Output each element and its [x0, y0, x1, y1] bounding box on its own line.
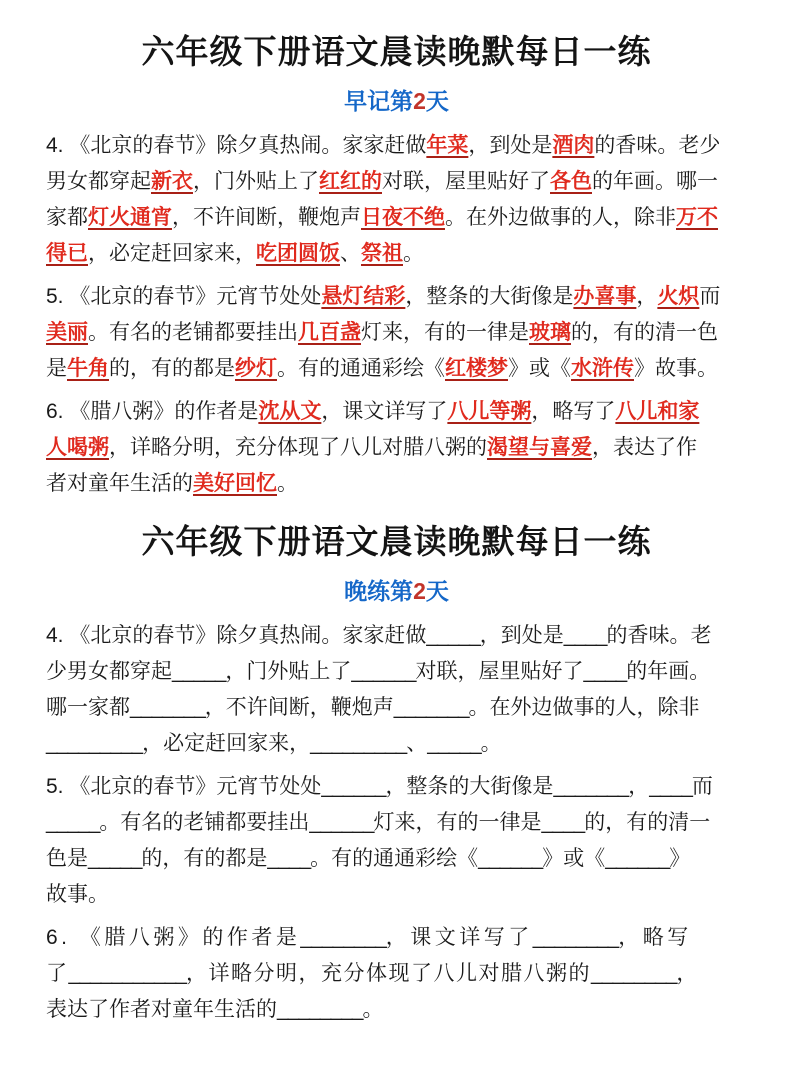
body-text: 、	[340, 242, 361, 265]
blank-line: ______	[321, 775, 386, 798]
blank-line: ______	[351, 660, 416, 683]
body-text: 4. 《北京的春节》除夕真热闹。家家赶做	[46, 134, 427, 157]
text-line	[46, 920, 747, 956]
section-subtitle	[46, 573, 747, 606]
answer-text: 牛角	[67, 357, 109, 380]
body-text: 的香味。老少	[594, 134, 721, 157]
body-text: 男女都穿起	[46, 170, 151, 193]
text-line	[46, 654, 747, 690]
text-line	[46, 618, 747, 654]
answer-text: 悬灯结彩	[321, 285, 406, 308]
body-text: 5. 《北京的春节》元宵节处处	[46, 285, 322, 308]
answer-text: 纱灯	[235, 357, 277, 380]
blank-line: ____	[649, 775, 692, 798]
body-text: 。	[277, 472, 298, 495]
body-text: 哪一家都	[46, 696, 130, 719]
section-morning-review	[46, 26, 747, 502]
answer-text: 各色	[550, 170, 592, 193]
body-text: ，不许间断，鞭炮声	[172, 206, 361, 229]
body-text: 。	[362, 998, 384, 1021]
text-line	[46, 315, 747, 351]
answer-text: 八儿等粥	[447, 400, 532, 423]
blank-line: ______	[309, 811, 374, 834]
blank-line: ________	[277, 998, 363, 1021]
body-text: 4. 《北京的春节》除夕真热闹。家家赶做	[46, 624, 427, 647]
blank-line: _____	[46, 811, 100, 834]
answer-text: 万不	[676, 206, 718, 229]
page-title: 六年级下册语文晨读晚默每日一练	[141, 523, 652, 560]
text-line	[46, 956, 747, 992]
answer-text: 红楼梦	[445, 357, 508, 380]
page-title: 六年级下册语文晨读晚默每日一练	[141, 33, 652, 70]
text-line	[46, 992, 747, 1028]
body-text: ，略写	[618, 926, 692, 949]
body-text: 的年画。哪一	[592, 170, 718, 193]
body-text: 的年画。	[626, 660, 711, 683]
answer-text: 渴望与喜爱	[487, 436, 592, 459]
blank-line: _____	[88, 847, 142, 870]
text-line	[46, 279, 747, 315]
body-text: ，详略分明，充分体现了八儿对腊八粥的	[109, 436, 487, 459]
body-text: ，必定赶回家来，	[88, 242, 256, 265]
body-text: 了	[46, 962, 69, 985]
body-text: ，课文详写了	[321, 400, 448, 423]
text-line	[46, 466, 747, 502]
answer-text: 玻璃	[529, 321, 571, 344]
body-text: 故事。	[46, 883, 109, 906]
day-number: 2	[413, 88, 426, 114]
body-text: 灯来，有的一律是	[361, 321, 529, 344]
body-text: ，课文详写了	[385, 926, 533, 949]
blank-line: _______	[393, 696, 469, 719]
answer-text: 新衣	[151, 170, 193, 193]
body-text: ，略写了	[531, 400, 616, 423]
body-text: 是	[46, 357, 67, 380]
blank-line: ____	[563, 624, 607, 647]
text-line	[46, 236, 747, 272]
paragraph	[46, 279, 747, 387]
blank-line: _______	[130, 696, 205, 719]
body-text: ，门外贴上了	[225, 660, 352, 683]
blank-line: ____	[267, 847, 311, 870]
text-line	[46, 430, 747, 466]
body-text: ，整条的大街像是	[385, 775, 554, 798]
body-text: ，	[636, 285, 658, 308]
body-text: ，到处是	[479, 624, 564, 647]
body-text: 的香味。老	[606, 624, 712, 647]
answer-text: 沈从文	[258, 400, 322, 423]
body-text: 表达了作者对童年生活的	[46, 998, 277, 1021]
text-line	[46, 877, 747, 913]
body-text: 对联，屋里贴好了	[382, 170, 550, 193]
body-text: 的，有的都是	[109, 357, 235, 380]
body-text: 少男女都穿起	[46, 660, 172, 683]
answer-text: 几百盏	[298, 321, 361, 344]
body-text: 者对童年生活的	[46, 472, 193, 495]
body-text: ，不许间断，鞭炮声	[204, 696, 394, 719]
section-body	[46, 128, 747, 502]
body-text: ，必定赶回家来，	[142, 732, 311, 755]
body-text: 。在外边做事的人，除非	[468, 696, 700, 719]
body-text: ，整条的大街像是	[405, 285, 574, 308]
subtitle-text: 天	[425, 578, 449, 604]
body-text: 。在外边做事的人，除非	[445, 206, 676, 229]
body-text: 》或《	[542, 847, 606, 870]
answer-text: 得已	[46, 242, 88, 265]
blank-line: ________	[590, 962, 677, 985]
answer-text: 年菜	[426, 134, 469, 157]
blank-line: _____	[427, 732, 481, 755]
blank-line: _____	[172, 660, 226, 683]
paragraph	[46, 618, 747, 762]
text-line	[46, 769, 747, 805]
blank-line: ______	[605, 847, 670, 870]
section-body	[46, 618, 747, 1028]
body-text: ，到处是	[468, 134, 553, 157]
body-text: 的，有的都是	[141, 847, 268, 870]
blank-line: ____	[583, 660, 627, 683]
body-text: 。有的通通彩绘《	[277, 357, 445, 380]
body-text: ，	[676, 962, 699, 985]
subtitle-text: 天	[425, 88, 449, 114]
subtitle-text: 早记第	[344, 88, 414, 114]
text-line	[46, 128, 747, 164]
answer-text: 美好回忆	[193, 472, 277, 495]
blank-line: ________	[300, 926, 386, 949]
body-text: 。有名的老铺都要挂出	[99, 811, 310, 834]
text-line	[46, 351, 747, 387]
body-text: 6. 《腊八粥》的作者是	[46, 926, 301, 949]
answer-text: 八儿和家	[615, 400, 700, 423]
body-text: 》或《	[508, 357, 571, 380]
blank-line: ____	[541, 811, 585, 834]
paragraph	[46, 394, 747, 502]
day-number: 2	[413, 578, 426, 604]
answer-text: 吃团圆饭	[256, 242, 340, 265]
body-text: 》故事。	[634, 357, 718, 380]
body-text: 。	[403, 242, 424, 265]
body-text: 6. 《腊八粥》的作者是	[46, 400, 259, 423]
subtitle-text: 晚练第	[344, 578, 414, 604]
text-line	[46, 394, 747, 430]
text-line	[46, 841, 747, 877]
body-text: 色是	[46, 847, 88, 870]
section-evening-practice	[46, 516, 747, 1028]
body-text: 。有名的老铺都要挂出	[88, 321, 298, 344]
blank-line: _________	[310, 732, 407, 755]
answer-text: 美丽	[46, 321, 88, 344]
blank-line: _____	[426, 624, 480, 647]
answer-text: 办喜事	[573, 285, 637, 308]
answer-text: 火炽	[657, 285, 700, 308]
answer-text: 人喝粥	[46, 436, 109, 459]
blank-line: ______	[478, 847, 543, 870]
section-subtitle	[46, 83, 747, 116]
body-text: ，门外贴上了	[193, 170, 319, 193]
body-text: 。有的通通彩绘《	[310, 847, 479, 870]
body-text: ，	[628, 775, 650, 798]
blank-line: _________	[46, 732, 143, 755]
body-text: 对联，屋里贴好了	[415, 660, 584, 683]
body-text: 而	[699, 285, 721, 308]
text-line	[46, 805, 747, 841]
answer-text: 祭祖	[361, 242, 403, 265]
body-text: 灯来，有的一律是	[373, 811, 542, 834]
body-text: 。	[480, 732, 502, 755]
body-text: ，表达了作	[592, 436, 697, 459]
paragraph	[46, 128, 747, 272]
answer-text: 红红的	[319, 170, 382, 193]
paragraph	[46, 920, 747, 1028]
text-line	[46, 200, 747, 236]
body-text: 的，有的清一色	[571, 321, 718, 344]
blank-line: _______	[553, 775, 629, 798]
paragraph	[46, 769, 747, 913]
answer-text: 酒肉	[552, 134, 595, 157]
body-text: 而	[691, 775, 713, 798]
text-line	[46, 164, 747, 200]
blank-line: ________	[532, 926, 619, 949]
text-line	[46, 690, 747, 726]
body-text: 》	[669, 847, 691, 870]
body-text: ，详略分明，充分体现了八儿对腊八粥的	[185, 962, 591, 985]
answer-text: 日夜不绝	[361, 206, 445, 229]
body-text: 的，有的清一	[584, 811, 711, 834]
body-text: 5. 《北京的春节》元宵节处处	[46, 775, 322, 798]
blank-line: ___________	[68, 962, 186, 985]
answer-text: 水浒传	[571, 357, 634, 380]
body-text: 、	[406, 732, 428, 755]
answer-text: 灯火通宵	[88, 206, 172, 229]
body-text: 家都	[46, 206, 88, 229]
text-line	[46, 726, 747, 762]
